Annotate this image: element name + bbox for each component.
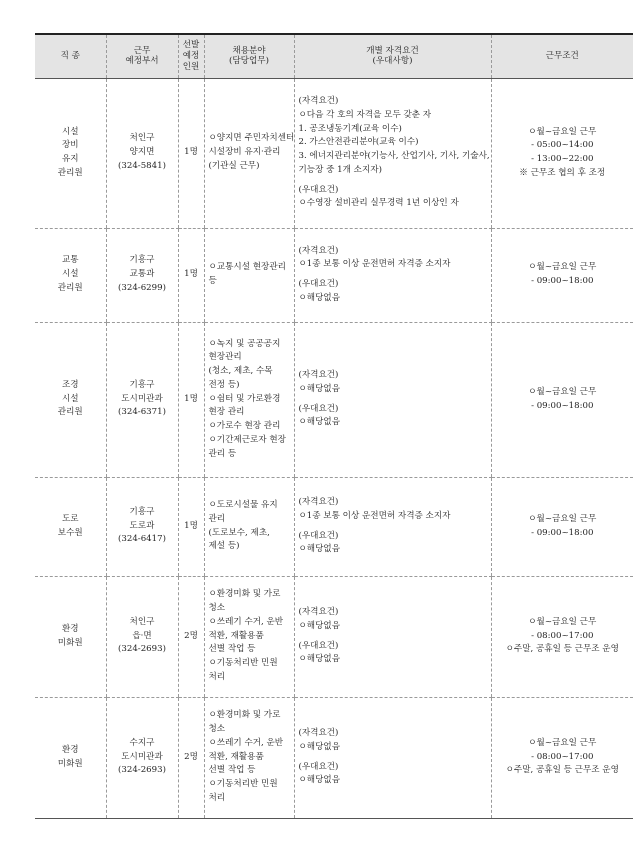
department-cell (106, 78, 178, 228)
cell-line: 장비 (61, 140, 79, 151)
preference-heading: (우대요건) (298, 640, 339, 651)
cell-line: 처인구 (129, 616, 155, 627)
cell-line: 유지 (61, 154, 79, 164)
cell-line: 기능장 중 1개 소지자) (298, 164, 382, 175)
cell-line: 제설 등) (208, 541, 240, 552)
cell-line: 수지구 (129, 737, 155, 748)
cell-line: ㅇ해당없음 (298, 544, 341, 555)
preference-heading: (우대요건) (298, 761, 339, 772)
recruitment-table-container (35, 33, 633, 819)
cell-line: ㅇ1종 보통 이상 운전면허 자격증 소지자 (298, 259, 451, 270)
cell-line: 도로과 (129, 520, 155, 531)
cell-line: 양지면 (129, 147, 155, 158)
qualification-cell (294, 322, 491, 477)
cell-line: 도시미관과 (121, 393, 163, 404)
cell-line: 관리원 (57, 282, 83, 293)
job-title-cell (35, 697, 106, 818)
conditions-cell (491, 576, 633, 697)
cell-line: 선별 작업 등 (208, 644, 256, 655)
duty-cell (204, 228, 294, 322)
cell-line: ㅇ월~금요일 근무 (528, 513, 597, 524)
cell-line: 시설 (61, 269, 79, 280)
job-title-cell (35, 78, 106, 228)
cell-line: 보수원 (57, 527, 83, 538)
cell-line: ㅇ해당없음 (298, 292, 341, 303)
cell-line: - 13:00~22:00 (531, 154, 594, 164)
cell-line: 교통 (61, 255, 79, 266)
cell-line: ㅇ해당없음 (298, 654, 341, 665)
cell-line: ㅇ환경미화 및 가로 (208, 710, 281, 721)
cell-line: - 09:00~18:00 (531, 400, 594, 411)
cell-line: 관리 등 (208, 448, 237, 459)
cell-line: ㅇ쉼터 및 가로환경 (208, 393, 281, 404)
header-job: 직 종 (35, 34, 106, 78)
table-body (35, 78, 633, 818)
cell-line: 환경 (61, 744, 79, 755)
cell-line: (324-6299) (118, 282, 166, 293)
job-title-cell (35, 322, 106, 477)
job-title-cell (35, 576, 106, 697)
cell-line: 환경 (61, 623, 79, 634)
cell-line: ㅇ환경미화 및 가로 (208, 589, 281, 600)
cell-line: ㅇ해당없음 (298, 775, 341, 786)
cell-line: 현장관리 (208, 352, 242, 363)
qualification-cell (294, 576, 491, 697)
header-qualification: 개별 자격요건 (우대사항) (294, 34, 491, 78)
cell-line: ㅇ기간제근로자 현장 (208, 434, 286, 445)
cell-line: ㅇ가로수 현장 관리 (208, 421, 281, 432)
header-dept: 근무 예정부서 (106, 34, 178, 78)
qualification-cell (294, 228, 491, 322)
cell-line: ㅇ해당없음 (298, 620, 341, 631)
cell-line: ㅇ기동처리반 민원 (208, 658, 278, 669)
cell-line: 선별 작업 등 (208, 765, 256, 776)
cell-line: ㅇ월~금요일 근무 (528, 616, 597, 627)
duty-cell (204, 576, 294, 697)
preference-heading: (우대요건) (298, 403, 339, 414)
headcount-cell: 2명 (178, 576, 204, 697)
job-title-cell (35, 477, 106, 576)
cell-line: 기흥구 (129, 379, 155, 390)
table-row (35, 576, 633, 697)
headcount-cell: 1명 (178, 477, 204, 576)
department-cell (106, 576, 178, 697)
cell-line: - 09:00~18:00 (531, 276, 594, 286)
table-row (35, 228, 633, 322)
conditions-cell (491, 322, 633, 477)
cell-line: (324-5841) (118, 160, 166, 171)
headcount-cell: 2명 (178, 697, 204, 818)
cell-line: 처인구 (129, 133, 155, 144)
cell-line: ㅇ기동처리반 민원 (208, 779, 278, 790)
cell-line: 시설 (61, 126, 79, 137)
cell-line: - 05:00~14:00 (531, 140, 594, 151)
conditions-cell (491, 228, 633, 322)
requirements-heading: (자격요건) (298, 245, 339, 256)
cell-line: ㅇ주말, 공휴일 등 근무조 운영 (505, 644, 619, 655)
requirements-heading: (자격요건) (298, 497, 339, 507)
cell-line: ※ 근무조 협의 후 조정 (519, 167, 606, 178)
cell-line: (324-2693) (118, 765, 166, 776)
preference-heading: (우대요건) (298, 279, 339, 289)
duty-cell (204, 477, 294, 576)
cell-line: - 08:00~17:00 (531, 751, 594, 762)
headcount-cell: 1명 (178, 78, 204, 228)
cell-line: ㅇ쓰레기 수거, 운반 (208, 616, 284, 627)
recruitment-table (35, 33, 633, 819)
cell-line: (324-6417) (118, 534, 166, 545)
cell-line: ㅇ월~금요일 근무 (528, 262, 597, 273)
cell-line: ㅇ월~금요일 근무 (528, 126, 597, 137)
cell-line: 조경 (61, 379, 79, 390)
cell-line: ㅇ양지면 주민자치센터 (208, 133, 295, 144)
cell-line: ㅇ교통시설 현장관리 (208, 262, 286, 273)
cell-line: 관리원 (57, 167, 83, 178)
cell-line: 교통과 (129, 269, 155, 280)
cell-line: 처리 (208, 792, 226, 803)
conditions-cell (491, 697, 633, 818)
header-field: 채용분야 (담당업무) (204, 34, 294, 78)
cell-line: 현장 관리 (208, 407, 245, 418)
cell-line: (324-2693) (118, 644, 166, 655)
duty-cell (204, 322, 294, 477)
cell-line: 처리 (208, 671, 226, 682)
cell-line: (기관실 근무) (208, 160, 260, 171)
department-cell (106, 322, 178, 477)
duty-cell (204, 78, 294, 228)
cell-line: 적환, 재활용품 (208, 630, 264, 641)
header-count: 선발 예정 인원 (178, 34, 204, 78)
cell-line: 청소 (208, 724, 226, 735)
duty-cell (204, 697, 294, 818)
cell-line: ㅇ해당없음 (298, 417, 341, 428)
conditions-cell (491, 78, 633, 228)
table-row (35, 697, 633, 818)
cell-line: ㅇ수영장 설비관리 실무경력 1년 이상인 자 (298, 198, 459, 209)
cell-line: 시설 (61, 393, 79, 404)
cell-line: ㅇ1종 보통 이상 운전면허 자격증 소지자 (298, 510, 451, 521)
cell-line: - 09:00~18:00 (531, 527, 594, 538)
headcount-cell: 1명 (178, 322, 204, 477)
qualification-cell (294, 78, 491, 228)
cell-line: 기흥구 (129, 255, 155, 266)
cell-line: 청소 (208, 603, 226, 614)
table-row (35, 78, 633, 228)
conditions-cell (491, 477, 633, 576)
preference-heading: (우대요건) (298, 184, 339, 195)
cell-line: 미화원 (57, 637, 83, 648)
table-header (35, 34, 633, 78)
table-row (35, 477, 633, 576)
cell-line: 도로 (61, 513, 79, 524)
preference-heading: (우대요건) (298, 530, 339, 541)
cell-line: 1. 공조냉동기계(교육 이수) (298, 123, 402, 134)
cell-line: - 08:00~17:00 (531, 630, 594, 641)
table-row (35, 322, 633, 477)
cell-line: 관리원 (57, 407, 83, 418)
cell-line: 2. 가스안전관리분야(교육 이수) (298, 137, 419, 148)
cell-line: 시설장비 유지·관리 (208, 147, 281, 158)
cell-line: 미화원 (57, 758, 83, 769)
cell-line: ㅇ쓰레기 수거, 운반 (208, 737, 284, 748)
department-cell (106, 228, 178, 322)
department-cell (106, 477, 178, 576)
requirements-heading: (자격요건) (298, 370, 339, 380)
cell-line: 읍·면 (132, 630, 152, 641)
requirements-heading: (자격요건) (298, 728, 339, 738)
cell-line: ㅇ해당없음 (298, 383, 341, 394)
cell-line: 도시미관과 (121, 751, 163, 762)
cell-line: (324-6371) (118, 407, 166, 418)
cell-line: ㅇ해당없음 (298, 741, 341, 752)
cell-line: ㅇ다음 각 호의 자격을 모두 갖춘 자 (298, 109, 432, 120)
cell-line: 기흥구 (129, 506, 155, 517)
cell-line: (청소, 제초, 수목 (208, 366, 273, 377)
headcount-cell: 1명 (178, 228, 204, 322)
requirements-heading: (자격요건) (298, 96, 339, 106)
qualification-cell (294, 477, 491, 576)
cell-line: 등 (208, 276, 217, 286)
cell-line: (도로보수, 제초, (208, 527, 270, 538)
cell-line: ㅇ녹지 및 공공공지 (208, 338, 281, 349)
department-cell (106, 697, 178, 818)
header-conditions: 근무조건 (491, 34, 633, 78)
cell-line: ㅇ도로시설물 유지 (208, 500, 278, 510)
cell-line: 관리 (208, 513, 226, 524)
job-title-cell (35, 228, 106, 322)
cell-line: 3. 에너지관리분야(기능사, 산업기사, 기사, 기술사, (298, 151, 490, 161)
cell-line: ㅇ주말, 공휴일 등 근무조 운영 (505, 765, 619, 776)
cell-line: 전정 등) (208, 379, 240, 390)
requirements-heading: (자격요건) (298, 607, 339, 617)
cell-line: ㅇ월~금요일 근무 (528, 386, 597, 397)
cell-line: 적환, 재활용품 (208, 751, 264, 762)
cell-line: ㅇ월~금요일 근무 (528, 737, 597, 748)
qualification-cell (294, 697, 491, 818)
